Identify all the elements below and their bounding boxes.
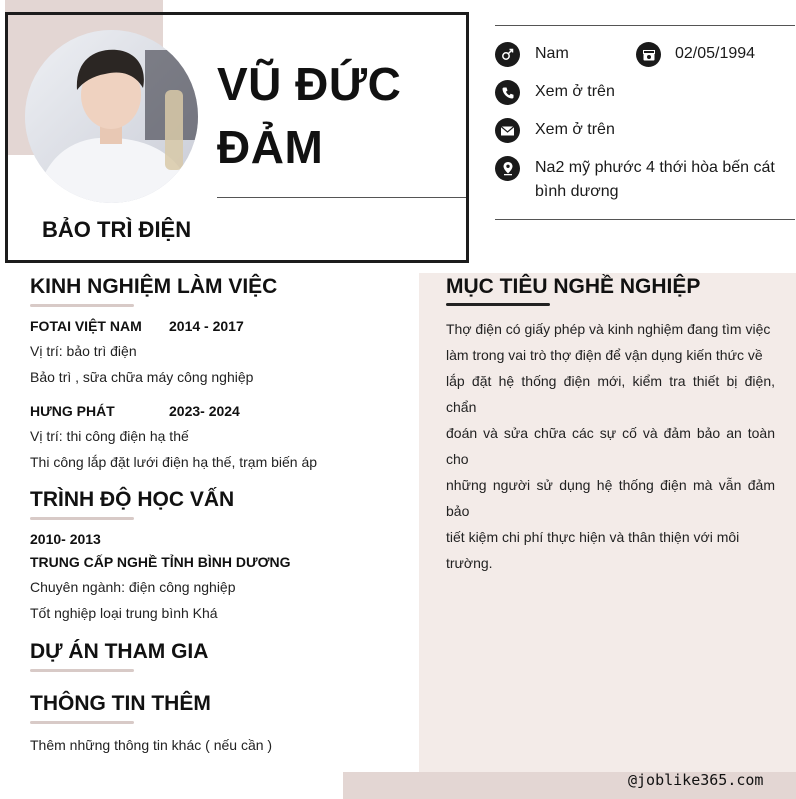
education-heading-underline (30, 517, 134, 520)
objective-line: trường. (446, 555, 493, 571)
location-icon (495, 156, 520, 181)
name-divider (217, 197, 466, 198)
contact-top-rule (495, 25, 795, 26)
address-line-1: Na2 mỹ phước 4 thới hòa bến cát (535, 159, 775, 176)
job-1-description: Bảo trì , sữa chữa máy công nghiệp (30, 369, 254, 385)
address-line-2: bình dương (535, 183, 619, 200)
objective-line: Thợ điện có giấy phép và kinh nghiệm đang tìm việc (446, 321, 771, 337)
education-grade: Tốt nghiệp loại trung bình Khá (30, 605, 218, 621)
footer-watermark: @joblike365.com (628, 771, 764, 789)
education-major: Chuyên ngành: điện công nghiệp (30, 579, 236, 595)
education-heading: TRÌNH ĐỘ HỌC VẤN (30, 488, 235, 511)
additional-heading: THÔNG TIN THÊM (30, 692, 211, 715)
experience-heading-underline (30, 304, 134, 307)
calendar-icon (636, 42, 661, 67)
birthdate-value: 02/05/1994 (675, 45, 756, 62)
name-line-2: ĐẢM (217, 121, 324, 173)
objective-line: đoán và sửa chữa các sự cố và đảm bảo an toàn cho (446, 425, 775, 467)
experience-heading: KINH NGHIỆM LÀM VIỆC (30, 275, 278, 298)
phone-value: Xem ở trên (535, 83, 615, 100)
phone-icon (495, 80, 520, 105)
avatar-photo-icon (25, 30, 198, 203)
job-2-period: 2023- 2024 (169, 403, 240, 419)
job-1-position: Vị trí: bảo trì điện (30, 343, 137, 359)
additional-heading-underline (30, 721, 134, 724)
objective-line: làm trong vai trò thợ điện để vận dụng kiến thức về (446, 347, 763, 363)
objective-line: tiết kiệm chi phí thực hiện và thân thiện với môi (446, 529, 740, 545)
objective-text (446, 316, 775, 576)
projects-heading-underline (30, 669, 134, 672)
objective-line: những người sử dụng hệ thống điện mà vẫn đảm bảo (446, 477, 775, 519)
job-2-description: Thi công lắp đặt lưới điện hạ thế, trạm biến áp (30, 454, 318, 470)
name-line-1: VŨ ĐỨC (217, 58, 402, 110)
gender-value: Nam (535, 45, 569, 62)
objective-heading: MỤC TIÊU NGHỀ NGHIỆP (446, 275, 701, 298)
job-1-period: 2014 - 2017 (169, 318, 244, 334)
objective-line: lắp đặt hệ thống điện mới, kiểm tra thiết bị điện, chẩn (446, 373, 775, 415)
job-1-company: FOTAI VIỆT NAM (30, 318, 142, 334)
email-value: Xem ở trên (535, 121, 615, 138)
education-period: 2010- 2013 (30, 531, 101, 547)
additional-text: Thêm những thông tin khác ( nếu cần ) (30, 737, 273, 753)
job-2-company: HƯNG PHÁT (30, 403, 115, 419)
contact-bottom-rule (495, 219, 795, 220)
objective-heading-underline (446, 303, 550, 306)
job-2-position: Vị trí: thi công điện hạ thế (30, 428, 189, 444)
education-school: TRUNG CẤP NGHỀ TỈNH BÌNH DƯƠNG (30, 554, 291, 570)
projects-heading: DỰ ÁN THAM GIA (30, 640, 209, 663)
gender-icon (495, 42, 520, 67)
email-icon (495, 118, 520, 143)
job-title: BẢO TRÌ ĐIỆN (42, 217, 192, 242)
avatar (25, 30, 198, 203)
